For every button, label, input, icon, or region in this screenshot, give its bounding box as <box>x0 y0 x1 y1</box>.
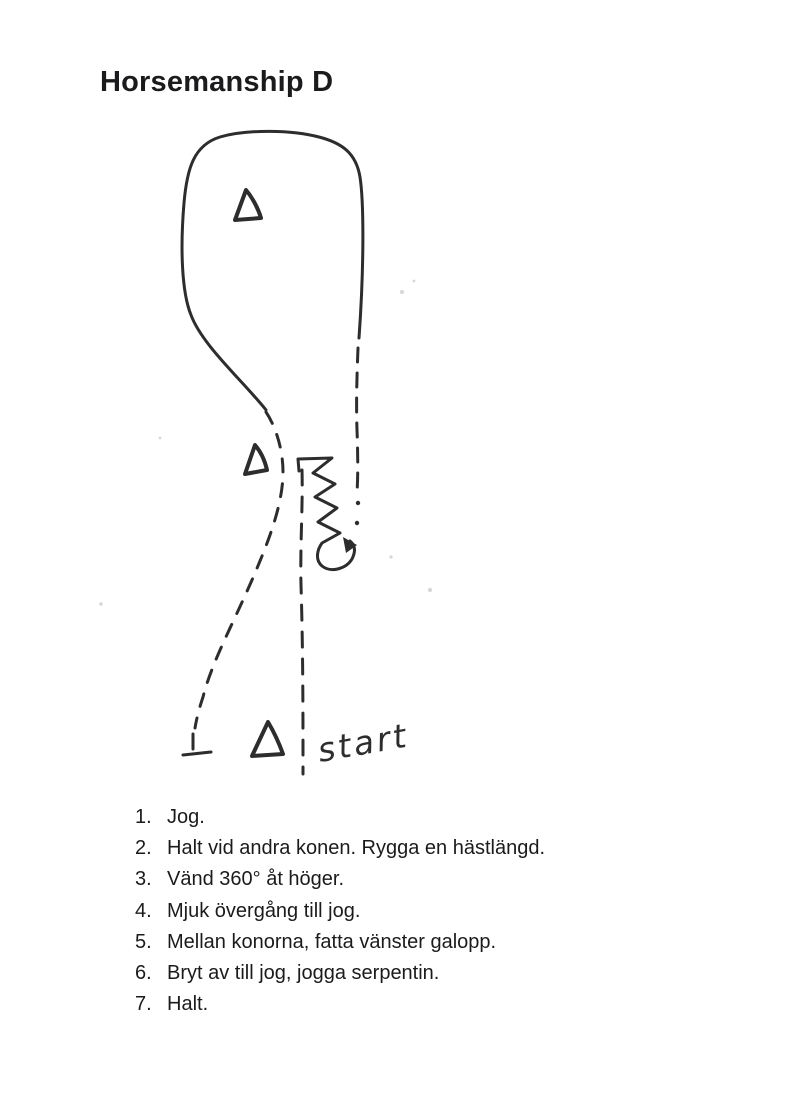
instruction-text: Mellan konorna, fatta vänster galopp. <box>167 930 497 953</box>
instruction-number: 1. <box>135 806 152 828</box>
cone-bottom-icon <box>252 722 283 756</box>
instruction-item <box>135 958 655 989</box>
instruction-item <box>135 864 655 895</box>
instruction-number: 6. <box>135 962 152 985</box>
instruction-item <box>135 989 655 1020</box>
instruction-number: 4. <box>135 899 152 922</box>
scan-speck <box>159 437 162 440</box>
instruction-text: Bryt av till jog, jogga serpentin. <box>167 962 440 985</box>
jog-line-right <box>357 348 358 492</box>
instruction-item <box>135 802 655 833</box>
instruction-item <box>135 896 655 927</box>
scan-speck <box>400 290 404 294</box>
instruction-item <box>135 833 655 864</box>
instruction-number: 2. <box>135 837 152 860</box>
page-title: Horsemanship D <box>100 66 334 98</box>
jog-line-right-dot <box>356 501 360 505</box>
instruction-text: Halt. <box>167 993 209 1016</box>
instruction-number: 5. <box>135 930 152 953</box>
serpentine-jog-line <box>195 412 283 728</box>
start-label: start <box>314 715 412 770</box>
scan-speck <box>389 555 392 558</box>
scan-speck <box>413 280 416 283</box>
instruction-text: Mjuk övergång till jog. <box>167 899 361 922</box>
jog-line-right-dot <box>355 521 359 525</box>
instruction-text: Jog. <box>167 806 205 828</box>
cone-top-icon <box>235 190 261 220</box>
scan-speck <box>428 588 432 592</box>
instruction-number: 7. <box>135 993 152 1016</box>
lope-loop-path <box>182 131 363 410</box>
cone-middle-icon <box>245 445 267 474</box>
scan-speck <box>99 602 103 606</box>
instruction-text: Vänd 360° åt höger. <box>167 868 345 891</box>
instruction-number: 3. <box>135 868 152 891</box>
instructions-list <box>135 802 655 1020</box>
instruction-text: Halt vid andra konen. Rygga en hästlängd. <box>167 837 546 860</box>
jog-line-center <box>301 470 303 774</box>
instruction-item <box>135 927 655 958</box>
halt-mark <box>183 734 211 755</box>
